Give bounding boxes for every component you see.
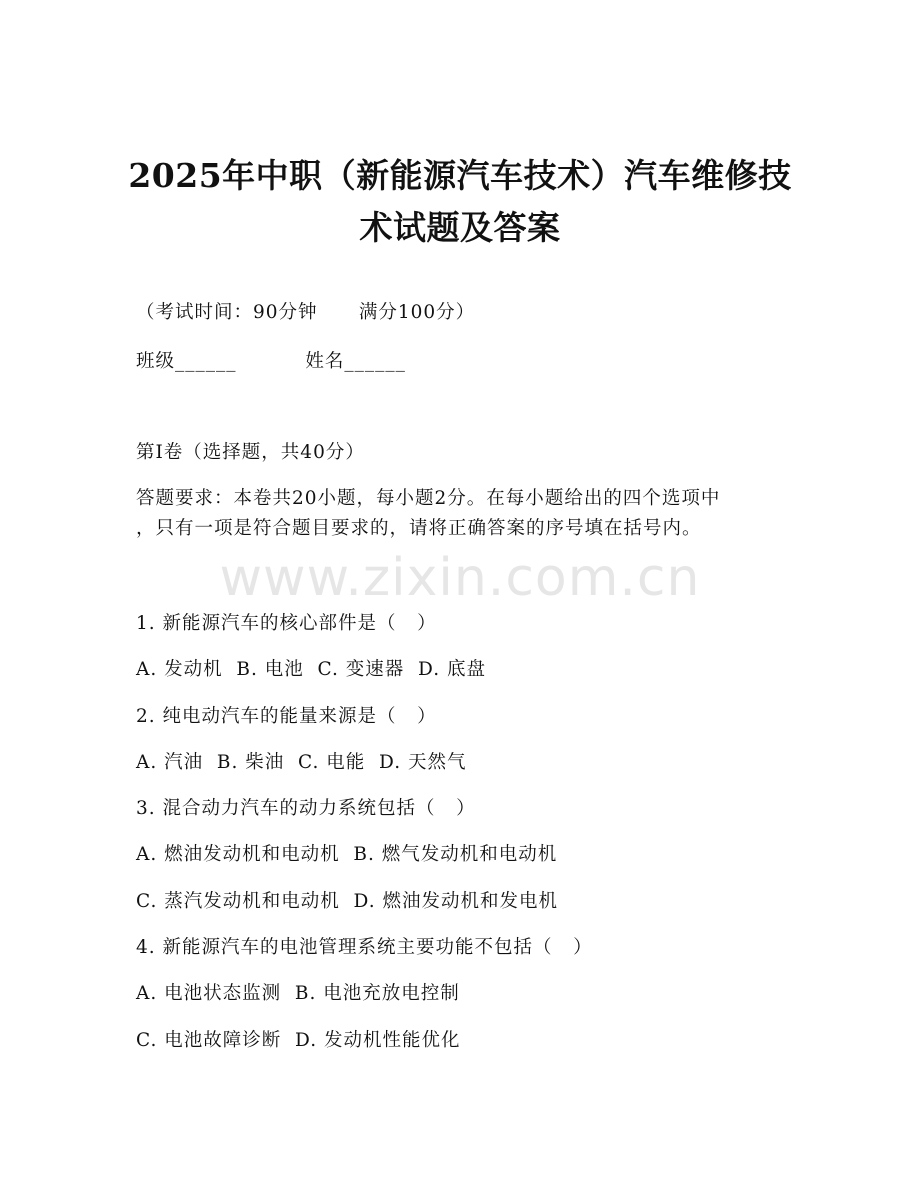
instructions-line-1: 答题要求：本卷共20小题，每小题2分。在每小题给出的四个选项中 bbox=[136, 488, 721, 509]
question-1-options: A. 发动机 B. 电池 C. 变速器 D. 底盘 bbox=[136, 659, 486, 680]
question-3-options-a-b: A. 燃油发动机和电动机 B. 燃气发动机和电动机 bbox=[136, 844, 558, 865]
title-line-2: 术试题及答案 bbox=[359, 208, 561, 247]
question-1-stem: 1. 新能源汽车的核心部件是（ ） bbox=[136, 613, 437, 634]
question-4-options-a-b: A. 电池状态监测 B. 电池充放电控制 bbox=[136, 983, 460, 1004]
question-4-stem: 4. 新能源汽车的电池管理系统主要功能不包括（ ） bbox=[136, 937, 593, 958]
name-field: 姓名______ bbox=[305, 351, 406, 372]
question-2-options: A. 汽油 B. 柴油 C. 电能 D. 天然气 bbox=[136, 752, 467, 773]
document-title bbox=[0, 150, 920, 254]
exam-info: （考试时间：90分钟 满分100分） bbox=[136, 302, 476, 323]
question-4-options-c-d: C. 电池故障诊断 D. 发动机性能优化 bbox=[136, 1030, 461, 1051]
section-heading: 第I卷（选择题，共40分） bbox=[136, 442, 365, 463]
question-3-options-c-d: C. 蒸汽发动机和电动机 D. 燃油发动机和发电机 bbox=[136, 891, 558, 912]
student-info-row bbox=[136, 349, 406, 375]
instructions-line-2: ，只有一项是符合题目要求的，请将正确答案的序号填在括号内。 bbox=[136, 518, 702, 539]
question-2-stem: 2. 纯电动汽车的能量来源是（ ） bbox=[136, 706, 437, 727]
class-field: 班级______ bbox=[136, 351, 237, 372]
title-line-1: 2025年中职（新能源汽车技术）汽车维修技 bbox=[128, 156, 792, 195]
question-3-stem: 3. 混合动力汽车的动力系统包括（ ） bbox=[136, 798, 476, 819]
watermark: www.zixin.com.cn bbox=[219, 548, 701, 608]
